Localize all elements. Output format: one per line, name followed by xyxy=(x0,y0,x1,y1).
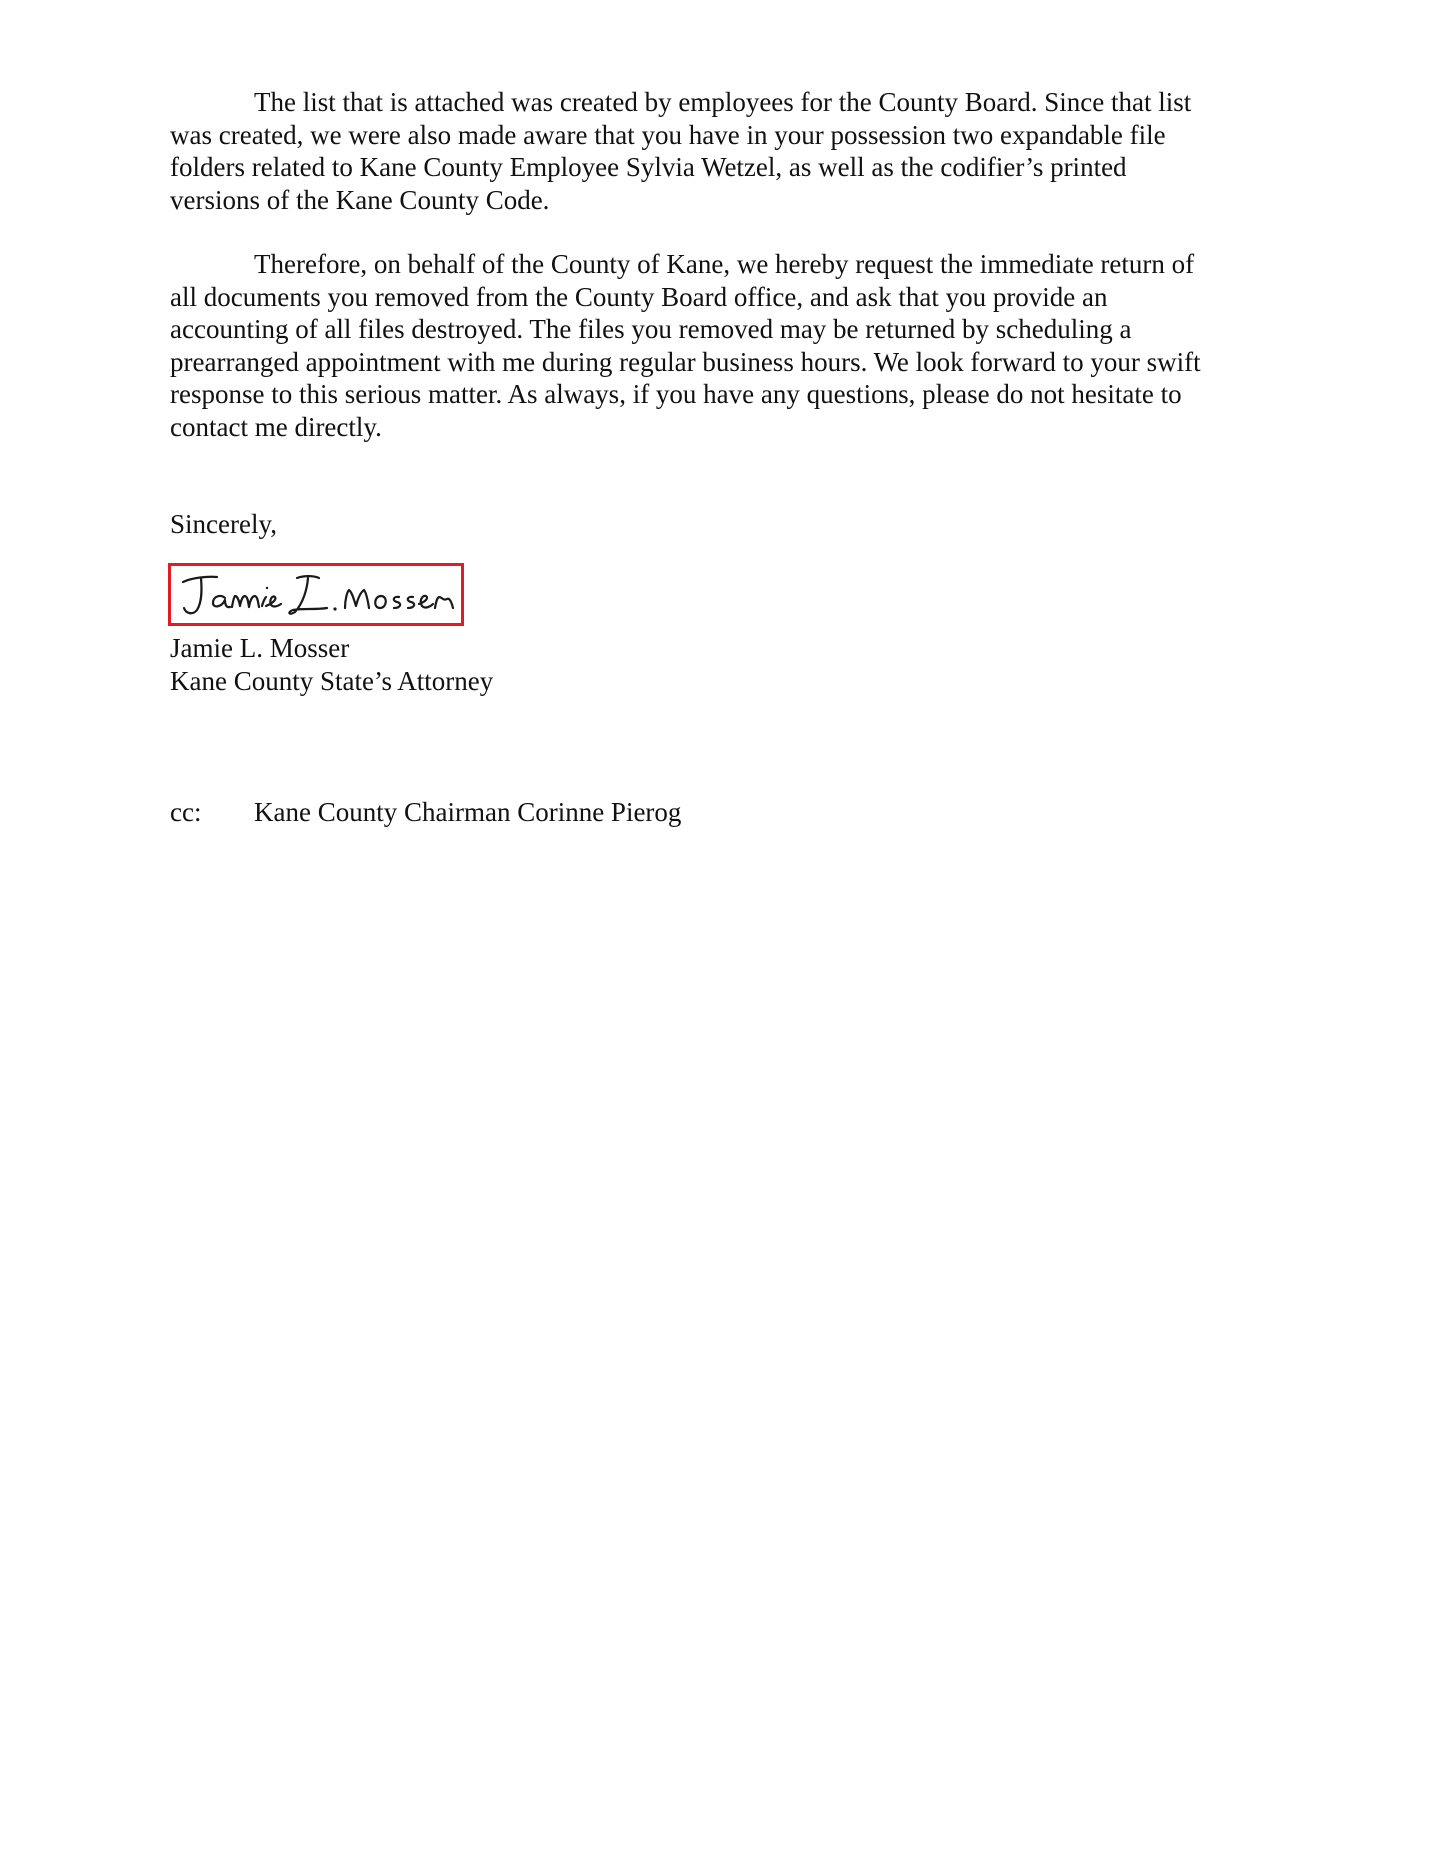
paragraph-2-line-6: contact me directly. xyxy=(170,411,382,442)
closing-salutation: Sincerely, xyxy=(170,509,277,539)
handwritten-signature xyxy=(177,568,459,624)
paragraph-1-line-2: was created, we were also made aware that you have in your possession two expandable file xyxy=(170,119,1166,150)
signer-title: Kane County State’s Attorney xyxy=(170,666,494,696)
paragraph-2-line-5: response to this serious matter. As always, if you have any questions, please do not hesitate to xyxy=(170,379,1182,409)
paragraph-2-line-4: prearranged appointment with me during regular business hours. We look forward to your swift xyxy=(170,346,1201,377)
signer-name: Jamie L. Mosser xyxy=(170,633,350,663)
cc-label: cc: xyxy=(170,797,202,827)
paragraph-2-line-2: all documents you removed from the County Board office, and ask that you provide an xyxy=(170,281,1108,312)
paragraph-1-line-1: The list that is attached was created by employees for the County Board. Since that list xyxy=(254,87,1192,117)
body-paragraph-2 xyxy=(170,248,1290,443)
paragraph-1-line-4: versions of the Kane County Code. xyxy=(170,184,550,215)
paragraph-2-line-1: Therefore, on behalf of the County of Kane, we hereby request the immediate return of xyxy=(254,249,1195,279)
body-paragraph-1 xyxy=(170,86,1290,216)
paragraph-1-line-3: folders related to Kane County Employee Sylvia Wetzel, as well as the codifier’s printed xyxy=(170,152,1127,182)
paragraph-2-line-3: accounting of all files destroyed. The files you removed may be returned by scheduling a xyxy=(170,314,1132,344)
cc-recipient: Kane County Chairman Corinne Pierog xyxy=(254,797,682,827)
signature-box xyxy=(168,563,464,626)
